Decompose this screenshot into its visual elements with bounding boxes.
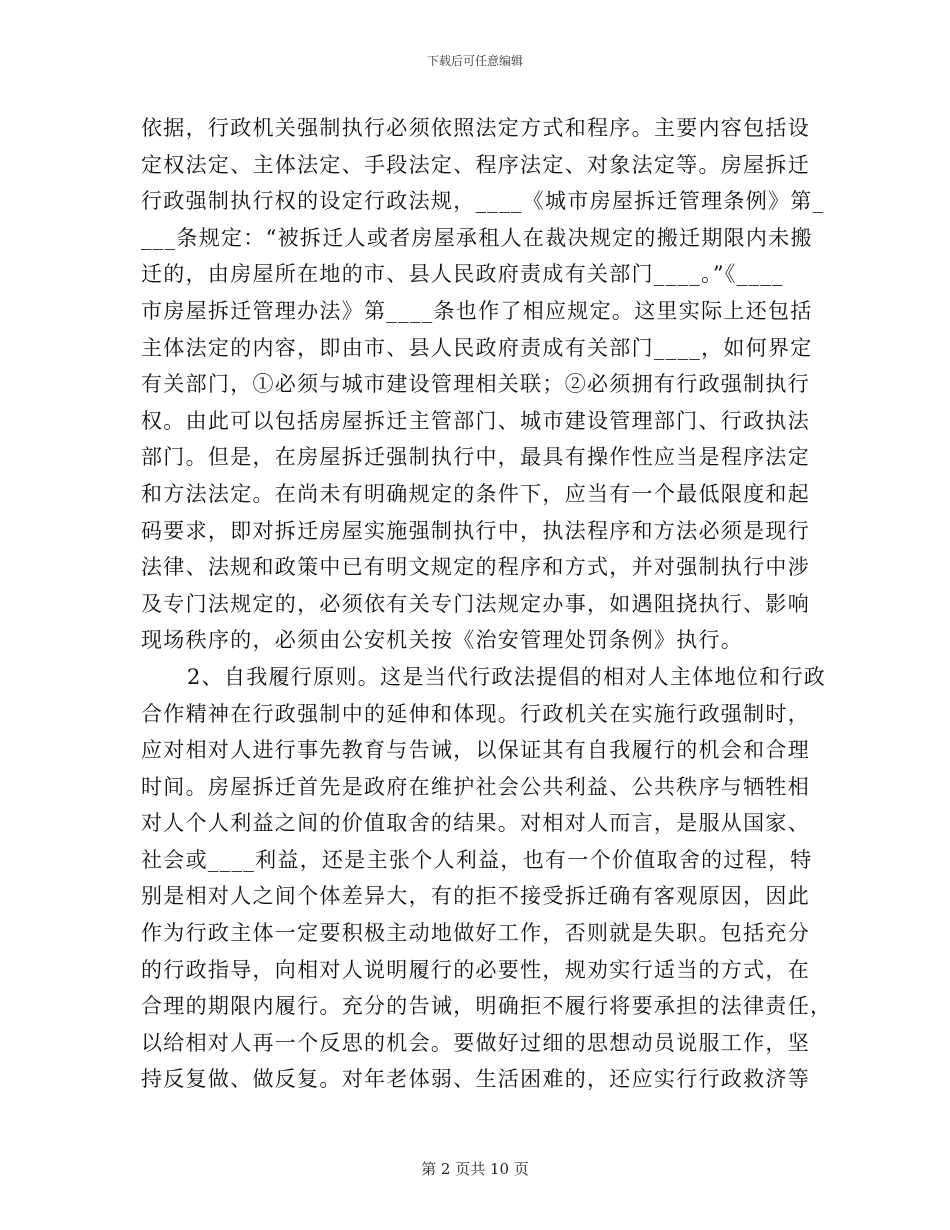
- page-number: 第 2 页共 10 页: [421, 1160, 529, 1178]
- text-line: 别是相对人之间个体差异大，有的拒不接受拆迁确有客观原因，因此: [141, 884, 810, 909]
- text-line: 应对相对人进行事先教育与告诫，以保证其有自我履行的机会和合理: [141, 738, 810, 763]
- text-line: ___条规定：“被拆迁人或者房屋承租人在裁决规定的搬迁期限内未搬: [141, 225, 813, 250]
- text-line: 时间。房屋拆迁首先是政府在维护社会公共利益、公共秩序与牺牲相: [141, 774, 810, 799]
- text-line: 对人个人利益之间的价值取舍的结果。对相对人而言，是服从国家、: [141, 811, 810, 836]
- document-body: [141, 110, 833, 1098]
- text-line: 依据，行政机关强制执行必须依照法定方式和程序。主要内容包括设: [141, 116, 810, 140]
- text-line: 主体法定的内容，即由市、县人民政府责成有关部门____，如何界定: [141, 335, 813, 360]
- text-line: 合作精神在行政强制中的延伸和体现。行政机关在实施行政强制时，: [141, 701, 810, 726]
- text-line: 现场秩序的，必须由公安机关按《治安管理处罚条例》执行。: [141, 628, 744, 653]
- text-line: 定权法定、主体法定、手段法定、程序法定、对象法定等。房屋拆迁: [141, 152, 810, 177]
- text-line: 以给相对人再一个反思的机会。要做好过细的思想动员说服工作，坚: [141, 1030, 810, 1055]
- text-line: 行政强制执行权的设定行政法规，____《城市房屋拆迁管理条例》第_: [141, 189, 825, 214]
- text-line: 迁的，由房屋所在地的市、县人民政府责成有关部门____。”《____: [141, 262, 784, 287]
- text-line: 码要求，即对拆迁房屋实施强制执行中，执法程序和方法必须是现行: [141, 518, 810, 543]
- text-line: 合理的期限内履行。充分的告诫，明确拒不履行将要承担的法律责任，: [141, 994, 833, 1019]
- text-line: 和方法法定。在尚未有明确规定的条件下，应当有一个最低限度和起: [141, 481, 810, 506]
- paragraph-first-line: 2、自我履行原则。这是当代行政法提倡的相对人主体地位和行政: [187, 664, 827, 689]
- text-line: 法律、法规和政策中已有明文规定的程序和方式，并对强制执行中涉: [141, 555, 810, 580]
- text-line: 有关部门，①必须与城市建设管理相关联；②必须拥有行政强制执行: [141, 372, 810, 397]
- text-line: 及专门法规定的，必须依有关专门法规定办事，如遇阻挠执行、影响: [141, 591, 810, 616]
- text-line: 持反复做、做反复。对年老体弱、生活困难的，还应实行行政救济等: [141, 1067, 810, 1092]
- text-line: 市房屋拆迁管理办法》第____条也作了相应规定。这里实际上还包括: [141, 298, 813, 323]
- text-line: 的行政指导，向相对人说明履行的必要性，规劝实行适当的方式，在: [141, 957, 810, 982]
- text-line: 权。由此可以包括房屋拆迁主管部门、城市建设管理部门、行政执法: [141, 408, 810, 433]
- text-line: 社会或____利益，还是主张个人利益，也有一个价值取舍的过程，特: [141, 847, 813, 872]
- text-line: 作为行政主体一定要积极主动地做好工作，否则就是失职。包括充分: [141, 921, 810, 946]
- page-header: 下载后可任意编辑: [426, 54, 523, 68]
- text-line: 部门。但是，在房屋拆迁强制执行中，最具有操作性应当是程序法定: [141, 445, 810, 470]
